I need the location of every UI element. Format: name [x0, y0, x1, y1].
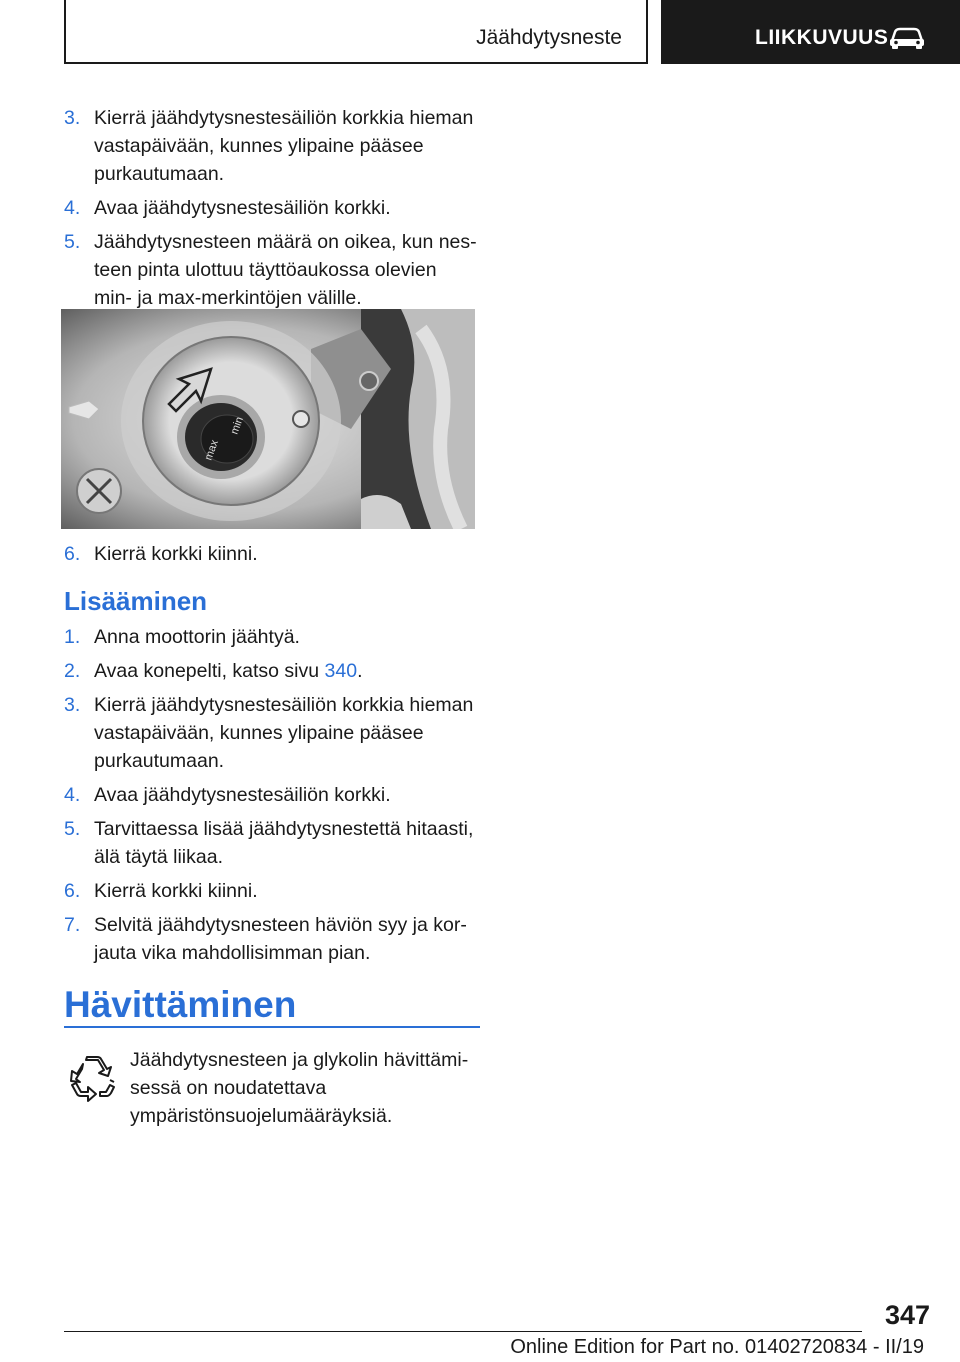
- footer-edition: Online Edition for Part no. 01402720834 - II/19: [510, 1336, 924, 1358]
- step-text: Avaa jäähdytysnestesäiliön korkki.: [94, 784, 391, 806]
- header-section-title: Jäähdytysneste: [476, 26, 622, 49]
- coolant-tank-illustration: [61, 309, 475, 529]
- step-number: 6.: [64, 880, 81, 902]
- step-number: 5.: [64, 818, 81, 840]
- step-text: Kierrä korkki kiinni.: [94, 880, 258, 902]
- heading-rule: [64, 1026, 480, 1028]
- step-number: 4.: [64, 784, 81, 806]
- step-text: Avaa konepelti, katso sivu: [94, 660, 325, 682]
- list-item: [64, 540, 478, 568]
- page-link[interactable]: 340: [324, 660, 358, 682]
- list-item: [64, 657, 478, 685]
- recycle-icon: [66, 1054, 118, 1106]
- step-text-end: .: [357, 660, 363, 682]
- check-steps: [64, 104, 478, 318]
- list-item: [64, 623, 478, 651]
- step-number: 3.: [64, 694, 81, 716]
- step-number: 7.: [64, 914, 81, 936]
- header-section-box: [64, 0, 648, 64]
- step-text: Kierrä jäähdytysnestesäiliön korkkia hieman vastapäivään, kunnes ylipaine pääsee purkautumaan.: [94, 107, 474, 185]
- section-heading-disposal: Hävittäminen: [64, 984, 297, 1025]
- step-number: 5.: [64, 231, 81, 253]
- step-text: Kierrä jäähdytysnestesäiliön korkkia hieman vastapäivään, kunnes ylipaine pääsee purkautumaan.: [94, 694, 474, 772]
- list-item: [64, 104, 478, 188]
- step-text: Anna moottorin jäähtyä.: [94, 626, 300, 648]
- section-heading-add: Lisääminen: [64, 586, 208, 616]
- coolant-tank-figure: [61, 309, 475, 529]
- car-icon: [889, 26, 925, 50]
- step-number: 1.: [64, 626, 81, 648]
- step-number: 4.: [64, 197, 81, 219]
- step-text: Selvitä jäähdytysnesteen häviön syy ja korjauta vika mahdollisimman pian.: [94, 914, 467, 964]
- max-mark-label: max: [202, 438, 221, 463]
- list-item: [64, 815, 478, 871]
- list-item: [64, 691, 478, 775]
- step-number: 3.: [64, 107, 81, 129]
- footer-rule: [64, 1331, 862, 1332]
- step-number: 2.: [64, 660, 81, 682]
- list-item: [64, 781, 478, 809]
- list-item: [64, 194, 478, 222]
- disposal-note: Jäähdytysnesteen ja glykolin hävittämisessä on noudatettava ympäristönsuojelumääräyksiä.: [130, 1049, 469, 1127]
- step-text: Kierrä korkki kiinni.: [94, 543, 258, 565]
- step-text: Jäähdytysnesteen määrä on oikea, kun nesteen pinta ulottuu täyttöaukossa olevien min- ja max-merkintöjen välille.: [94, 231, 477, 309]
- step-text: Avaa jäähdytysnestesäiliön korkki.: [94, 197, 391, 219]
- header-chapter-title: LIIKKUVUUS: [755, 26, 889, 49]
- header-chapter-box: [661, 0, 960, 64]
- page-number: 347: [884, 1300, 930, 1330]
- add-section: [64, 540, 478, 973]
- step-number: 6.: [64, 543, 81, 565]
- list-item: [64, 877, 478, 905]
- min-mark-label: min: [228, 415, 246, 437]
- step-text: Tarvittaessa lisää jäähdytysnestettä hitaasti, älä täytä liikaa.: [94, 818, 474, 868]
- list-item: [64, 911, 478, 967]
- list-item: [64, 228, 478, 312]
